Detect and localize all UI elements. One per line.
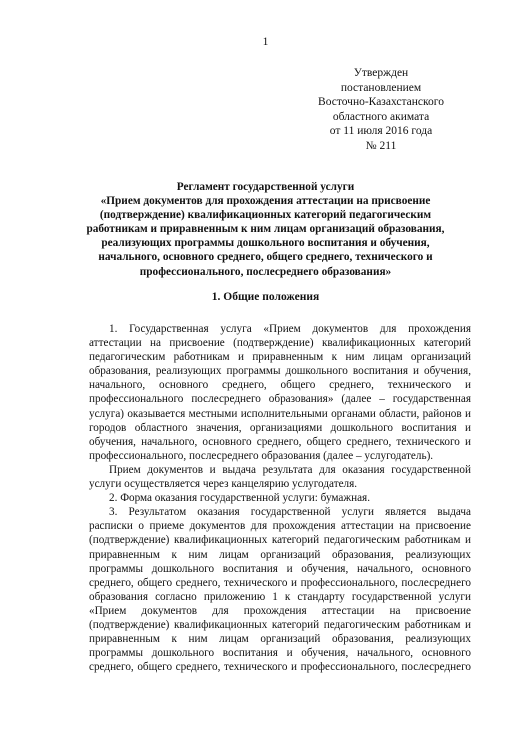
title-line: начального, основного среднего, общего среднего, технического и	[98, 251, 433, 264]
body-line: «Прием документов для прохождения аттестации на присвоение	[89, 604, 471, 617]
approval-line: Утвержден	[353, 67, 409, 79]
body-line: педагогическим работникам и приравненным к ним лицам организаций	[89, 351, 471, 364]
body-line: (подтверждение) квалификационных категорий педагогическим работникам и	[89, 534, 471, 547]
title-line: профессионального, послесреднего образования»	[139, 265, 392, 278]
body-text	[89, 322, 471, 674]
approval-line: постановлением	[340, 81, 422, 94]
body-line: среднего, общего среднего, технического и профессионального, послесреднего	[89, 576, 471, 589]
approval-line: от 11 июля 2016 года	[329, 125, 433, 137]
section-heading: 1. Общие положения	[211, 291, 320, 303]
page-number: 1	[262, 36, 269, 48]
approval-line: Восточно-Казахстанского	[318, 96, 444, 108]
body-line: образования, реализующих программы дошкольного воспитания и обучения,	[89, 365, 471, 378]
title-line: (подтверждение) квалификационных категорий педагогическим	[99, 209, 432, 222]
body-line: городов областного значения, организациями дошкольного воспитания и	[89, 421, 471, 434]
body-line: 3. Результатом оказания государственной услуги является выдача	[109, 506, 471, 519]
body-line: образования согласно приложению 1 к стандарту государственной услуги	[89, 590, 471, 603]
body-line: программы дошкольного воспитания и обучения, начального, основного	[89, 647, 471, 660]
body-line: услуга) оказывается местными исполнительными органами области, районов и	[89, 407, 471, 420]
title-line: реализующих программы дошкольного воспитания и обучения,	[101, 237, 430, 250]
body-line: программы дошкольного воспитания и обучения, начального, основного	[89, 562, 471, 575]
body-line: аттестации на присвоение (подтверждение) квалификационных категорий	[89, 337, 471, 350]
body-line: профессионального послесреднего образования» (далее – государственная	[89, 393, 471, 406]
body-line: обучения, начального, основного среднего, общего среднего, технического и	[89, 435, 471, 448]
body-line: профессионального, послесреднего образования (далее – услугодатель).	[89, 449, 434, 462]
body-line: Прием документов и выдача результата для оказания государственной	[109, 463, 471, 476]
body-line: приравненным к ним лицам организаций образования, реализующих	[89, 633, 471, 646]
title-line: Регламент государственной услуги	[176, 181, 355, 193]
body-line: 1. Государственная услуга «Прием документов для прохождения	[109, 323, 471, 335]
body-line: среднего, общего среднего, технического и профессионального, послесреднего	[89, 661, 471, 674]
approval-line: № 211	[365, 139, 397, 152]
approval-line: областного акимата	[332, 110, 430, 123]
body-line: начального, основного среднего, общего среднего, технического и	[89, 379, 471, 392]
title-line: работникам и приравненным к ним лицам организаций образования,	[86, 223, 445, 236]
body-line: расписки о приеме документов для прохождения аттестации на присвоение	[89, 520, 471, 533]
body-line: (подтверждение) квалификационных категорий педагогическим работникам и	[89, 618, 471, 631]
title-line: «Прием документов для прохождения аттестации на присвоение	[100, 195, 431, 208]
regulation-title	[55, 180, 476, 279]
body-line: услуги осуществляется через канцелярию услугодателя.	[89, 478, 358, 491]
body-line: приравненным к ним лицам организаций образования, реализующих	[89, 548, 471, 561]
body-line: 2. Форма оказания государственной услуги: бумажная.	[109, 492, 370, 505]
approval-block	[301, 66, 461, 153]
